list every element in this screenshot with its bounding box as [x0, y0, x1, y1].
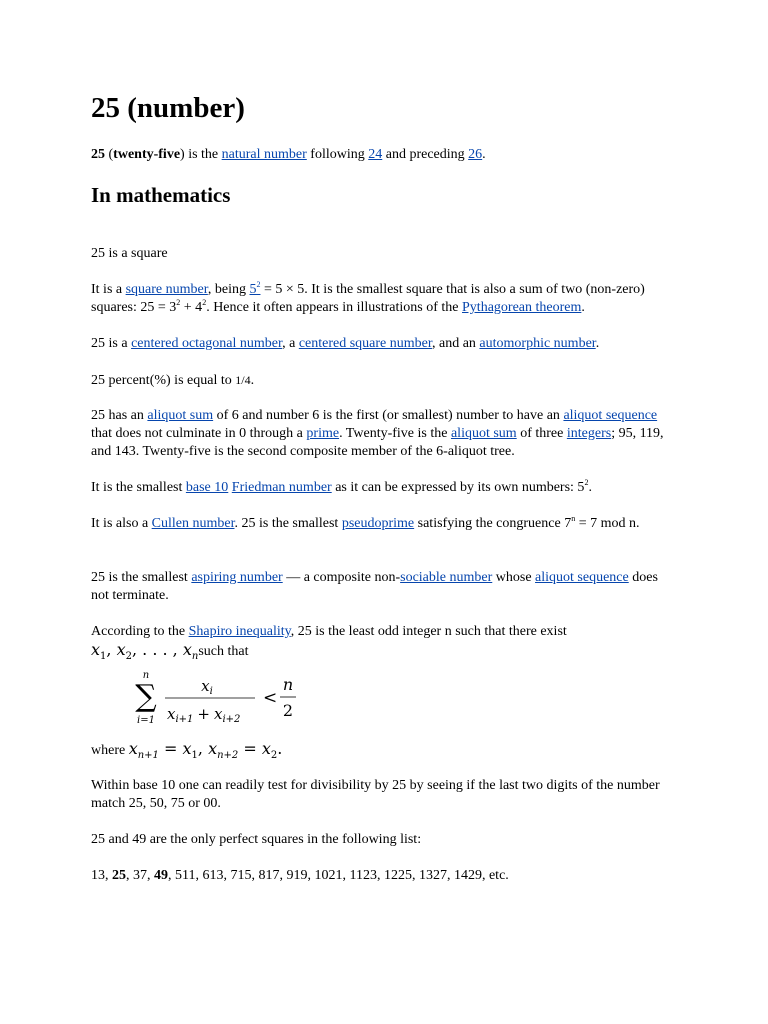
link-square-number[interactable]: square number — [125, 282, 208, 297]
rhs-numerator: n — [282, 675, 294, 694]
where-formula: $x_{n+1} = x_1$, $x_{n+2} = x_2$. — [128, 739, 283, 762]
fraction-denominator: $x_{i+1} + x_{i+2}$ — [167, 705, 241, 725]
aspiring-paragraph: 25 is the smallest aspiring number — a composite non-sociable number whose aliquot sequence does not terminate. — [91, 570, 658, 603]
x-sequence-formula: $x_1$, $x_2$, . . . , $x_n$ — [91, 640, 199, 663]
link-natural-number[interactable]: natural number — [221, 147, 307, 162]
aliquot-paragraph: 25 has an aliquot sum of 6 and number 6 is the first (or smallest) number to have an aliquot sequence that does not culminate in 0 through a prime. Twenty-five is the aliquot sum of three integers; 95, 119, and 143. Twenty-five is the second composite member of the 6-aliquot tree. — [91, 408, 664, 459]
link-sociable-number[interactable]: sociable number — [400, 570, 493, 585]
intro-paragraph: 25 (twenty-five) is the natural number following 24 and preceding 26. — [91, 147, 486, 162]
divisibility-paragraph: Within base 10 one can readily test for divisibility by 25 by seeing if the last two digits of the number match 25, 50, 75 or 00. — [91, 778, 660, 811]
square-heading: 25 is a square — [91, 246, 168, 261]
shapiro-formula — [135, 672, 375, 732]
friedman-paragraph: It is the smallest base 10 Friedman number as it can be expressed by its own numbers: $5^2$. — [91, 478, 592, 495]
link-automorphic-number[interactable]: automorphic number — [479, 336, 596, 351]
bold-name: twenty-five — [113, 147, 181, 162]
fraction-numerator: $x_i$ — [201, 677, 213, 697]
link-24[interactable]: 24 — [368, 147, 383, 162]
less-than-sign: < — [263, 688, 278, 708]
summation-sign: ∑ — [135, 679, 157, 714]
link-centered-octagonal-number[interactable]: centered octagonal number — [131, 336, 283, 351]
list-intro-paragraph: 25 and 49 are the only perfect squares in the following list: — [91, 832, 422, 847]
cullen-paragraph: It is also a Cullen number. 25 is the smallest pseudoprime satisfying the congruence $7^n = 7$ mod n. — [91, 514, 640, 531]
sum-upper-limit: n — [142, 670, 150, 681]
link-aliquot-sum[interactable]: aliquot sum — [147, 408, 214, 423]
square-paragraph: It is a square number, being 5$^2$ = 5 × 5. It is the smallest square that is also a sum of two (non-zero) squares: $25 = 3^2 + 4^2$. Hence it often appears in illustrations of the Pythagorean theorem. — [91, 280, 645, 315]
link-5-squared[interactable]: 5$^2$ — [249, 280, 261, 297]
bold-number: 25 — [91, 147, 105, 162]
link-friedman-number[interactable]: Friedman number — [231, 480, 332, 495]
link-aspiring-number[interactable]: aspiring number — [191, 570, 283, 585]
link-aliquot-sequence[interactable]: aliquot sequence — [563, 408, 658, 423]
link-prime[interactable]: prime — [306, 426, 340, 441]
percent-paragraph: 25 percent(%) is equal to 1/4. — [91, 373, 255, 388]
link-cullen-number[interactable]: Cullen number — [151, 516, 235, 531]
link-26[interactable]: 26 — [468, 147, 483, 162]
section-heading: In mathematics — [91, 183, 231, 207]
where-paragraph: where $x_{n+1} = x_1$, $x_{n+2} = x_2$. — [91, 739, 283, 762]
shapiro-paragraph: According to the Shapiro inequality, 25 is the least odd integer n such that there exist $x_1$, $x_2$, . . . , $x_nsuch$ that — [91, 624, 567, 663]
link-integers[interactable]: integers — [566, 426, 612, 441]
page-title: 25 (number) — [91, 92, 245, 124]
link-aliquot-sequence-2[interactable]: aliquot sequence — [535, 570, 629, 585]
sum-lower-limit: i=1 — [137, 715, 155, 726]
link-shapiro-inequality[interactable]: Shapiro inequality — [188, 624, 291, 639]
link-pythagorean-theorem[interactable]: Pythagorean theorem — [462, 300, 582, 315]
link-base-10[interactable]: base 10 — [185, 480, 229, 495]
link-pseudoprime[interactable]: pseudoprime — [341, 516, 415, 531]
centered-paragraph: 25 is a centered octagonal number, a centered square number, and an automorphic number. — [91, 336, 600, 351]
number-list: 13, 25, 37, 49, 511, 613, 715, 817, 919, 1021, 1123, 1225, 1327, 1429, etc. — [91, 868, 509, 883]
link-aliquot-sum-2[interactable]: aliquot sum — [450, 426, 517, 441]
link-centered-square-number[interactable]: centered square number — [298, 336, 432, 351]
rhs-denominator: 2 — [282, 701, 294, 720]
